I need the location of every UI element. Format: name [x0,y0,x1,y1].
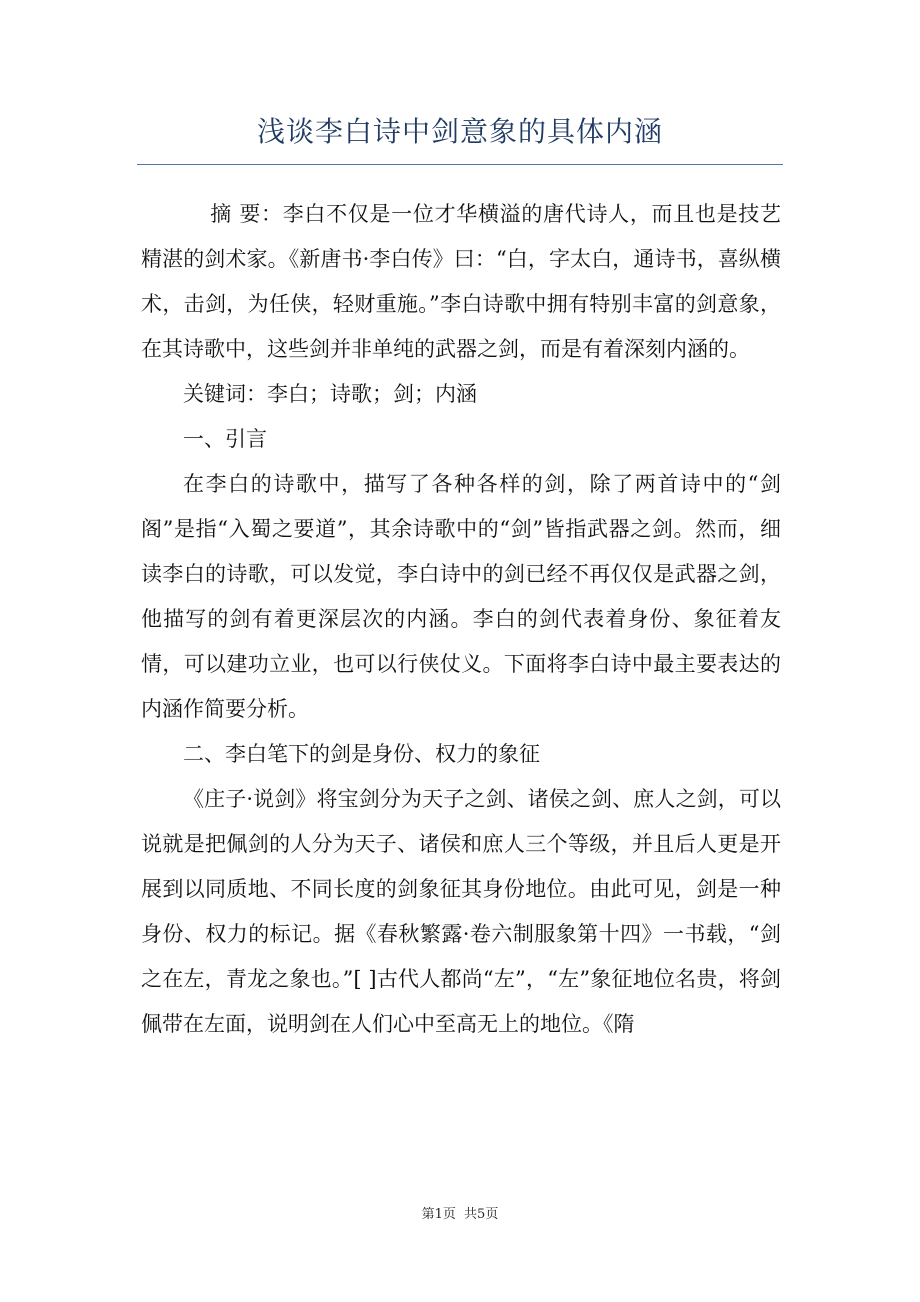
document-title: 浅谈李白诗中剑意象的具体内涵 [256,115,663,148]
page-footer: 第1页 共5页 [421,1207,499,1222]
document-body [141,192,781,1047]
body-paragraph: 《庄子·说剑》将宝剑分为天子之剑、诸侯之剑、庶人之剑，可以说就是把佩剑的人分为天子、诸侯和庶人三个等级，并且后人更是开展到以同质地、不同长度的剑象征其身份地位。由此可见，剑是一种身份、权力的标记。据《春秋繁露·卷六制服象第十四》一书载，“剑之在左，青龙之象也。”[ ]古代人都尚“左”，“左”象征地位名贵，将剑佩带在左面，说明剑在人们心中至高无上的地位。《隋 [141,787,781,1036]
keywords-line: 关键词：李白；诗歌；剑；内涵 [183,382,477,406]
section-heading-identity-power: 二、李白笔下的剑是身份、权力的象征 [183,742,540,766]
body-paragraph: 在李白的诗歌中，描写了各种各样的剑，除了两首诗中的“剑阁”是指“入蜀之要道”，其余诗歌中的“剑”皆指武器之剑。然而，细读李白的诗歌，可以发觉，李白诗中的剑已经不再仅仅是武器之剑，他描写的剑有着更深层次的内涵。李白的剑代表着身份、象征着友情，可以建功立业，也可以行侠仗义。下面将李白诗中最主要表达的内涵作简要分析。 [141,472,781,721]
section-heading-introduction: 一、引言 [183,427,267,451]
abstract-paragraph: 摘 要：李白不仅是一位才华横溢的唐代诗人，而且也是技艺精湛的剑术家。《新唐书·李白传》曰：“白，字太白，通诗书，喜纵横术，击剑，为任侠，轻财重施。”李白诗歌中拥有特别丰富的剑意象，在其诗歌中，这些剑并非单纯的武器之剑，而是有着深刻内涵的。 [141,202,781,361]
title-underline [137,164,783,165]
